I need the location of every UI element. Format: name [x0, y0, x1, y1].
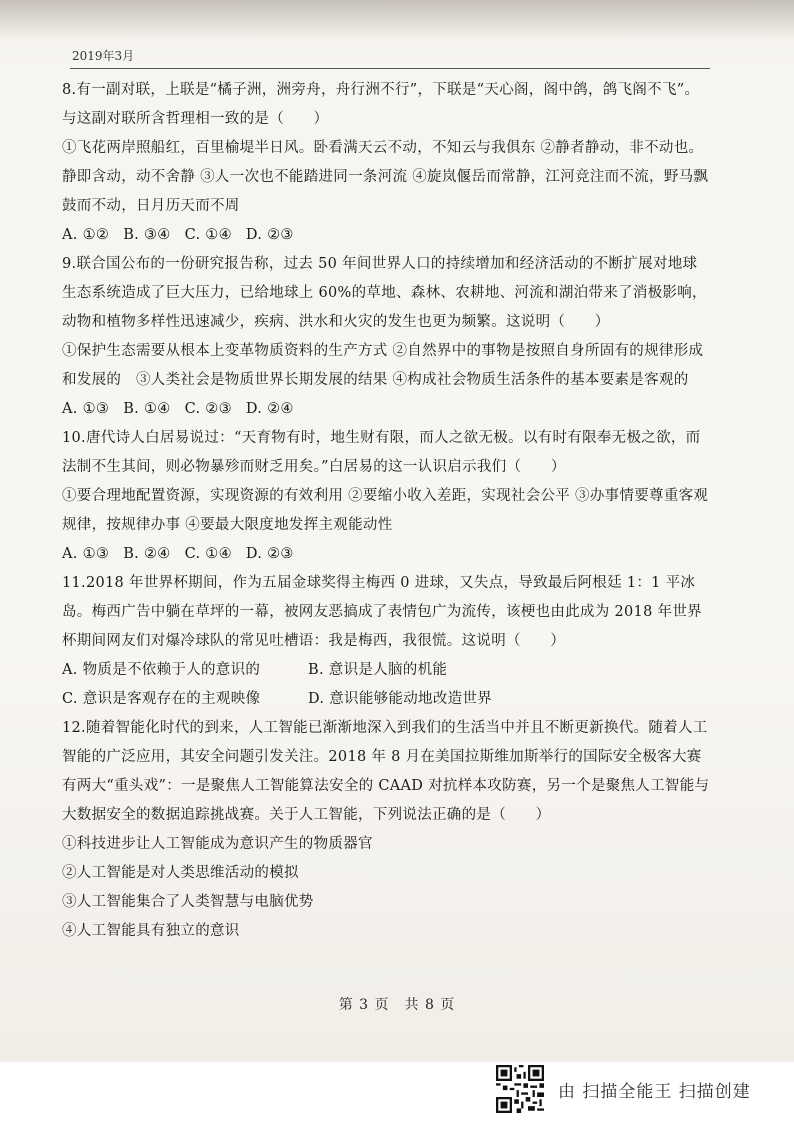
option-b: B. ②④: [123, 546, 171, 562]
question-11-options-row1: [62, 656, 712, 685]
question-10-stem: 10.唐代诗人白居易说过：“天育物有时，地生财有限，而人之欲无极。以有时有限奉无极之欲，而法制不生其间，则必物暴殄而财乏用矣。”白居易的这一认识启示我们（ ）: [62, 430, 701, 475]
question-8-options: [62, 221, 712, 250]
question-content: [62, 76, 712, 946]
option-c: C. ②③: [184, 401, 232, 417]
header-rule: [70, 68, 710, 69]
option-c: C. ①④: [184, 227, 232, 243]
question-9-stem: 9.联合国公布的一份研究报告称，过去 50 年间世界人口的持续增加和经济活动的不断扩展对地球生态系统造成了巨大压力，已给地球上 60%的草地、森林、农耕地、河流和湖泊带来了消极影响，动物和植物多样性迅速减少，疾病、洪水和火灾的发生也更为频繁。这说明（ ）: [62, 256, 707, 330]
question-10-items: ①要合理地配置资源，实现资源的有效利用 ②要缩小收入差距，实现社会公平 ③办事情要尊重客观规律，按规律办事 ④要最大限度地发挥主观能动性: [62, 488, 709, 533]
scanner-watermark: [496, 1064, 751, 1114]
question-12-item-3: ③人工智能集合了人类智慧与电脑优势: [62, 894, 314, 910]
option-a: A. ①②: [62, 227, 110, 243]
option-d: D. ②③: [245, 546, 294, 562]
option-b: B. ③④: [123, 227, 171, 243]
question-8-stem: 8.有一副对联，上联是“橘子洲，洲旁舟，舟行洲不行”，下联是“天心阁，阁中鸽，鸽飞阁不飞”。与这副对联所含哲理相一致的是（ ）: [62, 82, 700, 127]
option-b: B. ①④: [123, 401, 171, 417]
option-c: C. ①④: [184, 546, 232, 562]
question-12-item-2: ②人工智能是对人类思维活动的模拟: [62, 865, 299, 881]
header-date: 2019年3月: [72, 49, 135, 63]
scan-shadow: [0, 0, 794, 40]
scanner-credit: 由 扫描全能王 扫描创建: [558, 1081, 751, 1102]
option-a: A. ①③: [62, 401, 110, 417]
option-a: A. 物质是不依赖于人的意识的: [62, 662, 261, 678]
option-d: D. 意识能够能动地改造世界: [308, 691, 493, 707]
option-a: A. ①③: [62, 546, 110, 562]
question-12-item-1: ①科技进步让人工智能成为意识产生的物质器官: [62, 836, 373, 852]
question-10-options: [62, 540, 712, 569]
question-11-stem: 11.2018 年世界杯期间，作为五届金球奖得主梅西 0 进球，又失点，导致最后阿根廷 1：1 平冰岛。梅西广告中躺在草坪的一幕，被网友恶搞成了表情包广为流传，该梗也由此成为 2018 年世界杯期间网友们对爆冷球队的常见吐槽语：我是梅西，我很慌。这说明（ ）: [62, 575, 702, 649]
question-9-options: [62, 395, 712, 424]
option-d: D. ②③: [245, 227, 294, 243]
option-c: C. 意识是客观存在的主观映像: [62, 691, 261, 707]
question-12-item-4: ④人工智能具有独立的意识: [62, 923, 240, 939]
option-b: B. 意识是人脑的机能: [308, 662, 448, 678]
question-8-items: ①飞花两岸照船红，百里榆堤半日风。卧看满天云不动，不知云与我俱东 ②静者静动，非不动也。静即含动，动不舍静 ③人一次也不能踏进同一条河流 ④旋岚偃岳而常静，江河竞注而不流，野马飘鼓而不动，日月历天而不周: [62, 140, 709, 214]
option-d: D. ②④: [245, 401, 294, 417]
question-9-items: ①保护生态需要从根本上变革物质资料的生产方式 ②自然界中的事物是按照自身所固有的规律形成和发展的 ③人类社会是物质世界长期发展的结果 ④构成社会物质生活条件的基本要素是客观的: [62, 343, 704, 388]
question-11-options-row2: [62, 685, 712, 714]
question-12-stem: 12.随着智能化时代的到来，人工智能已渐渐地深入到我们的生活当中并且不断更新换代。随着人工智能的广泛应用，其安全问题引发关注。2018 年 8 月在美国拉斯维加斯举行的国际安全极客大赛有两大“重头戏”：一是聚焦人工智能算法安全的 CAAD 对抗样本攻防赛，另一个是聚焦人工智能与大数据安全的数据追踪挑战赛。关于人工智能，下列说法正确的是（ ）: [62, 720, 710, 823]
qr-code-icon: [496, 1065, 544, 1113]
page-number: 第 3 页 共 8 页: [338, 997, 456, 1013]
